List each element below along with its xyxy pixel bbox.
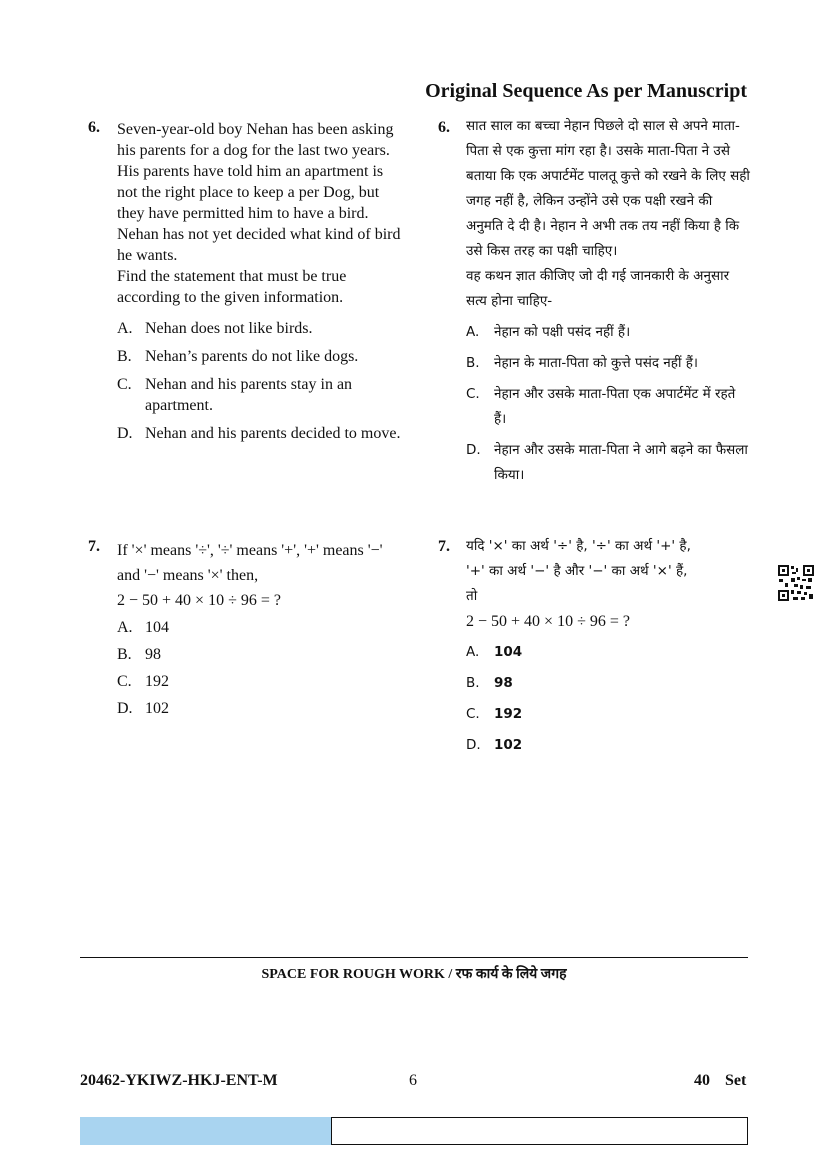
q7-en-option-d[interactable] [117,696,407,721]
option-label: A. [466,324,480,340]
q6-hi-prompt: वह कथन ज्ञात कीजिए जो दी गई जानकारी के अनुसार सत्य होना चाहिए- [466,268,730,309]
q7-hi-expression: 2 − 50 + 40 × 10 ÷ 96 = ? [466,613,630,630]
q6-en-option-a[interactable] [117,318,407,339]
option-label: C. [117,673,132,690]
option-text: नेहान के माता-पिता को कुत्ते पसंद नहीं हैं। [494,355,699,371]
option-label: B. [117,646,132,663]
q6-hi-number: 6. [438,119,450,136]
qr-code-icon [777,564,815,602]
option-text: नेहान और उसके माता-पिता ने आगे बढ़ने का फैसला किया। [494,442,748,483]
rough-work-label: SPACE FOR ROUGH WORK / रफ कार्य के लिये जगह [261,967,567,982]
page-number: 6 [409,1072,417,1089]
q6-en-block [117,119,407,444]
q6-hi-option-b[interactable] [466,351,750,376]
option-label: C. [466,386,480,402]
footer-box [331,1117,748,1145]
option-text: 98 [145,646,161,663]
q7-hi-line-2: '+' का अर्थ '−' है और '−' का अर्थ '×' हैं, [466,563,688,579]
q6-hi-option-c[interactable] [466,382,750,432]
option-text: 104 [494,644,523,660]
option-text: 192 [145,673,169,690]
q6-hi-option-d[interactable] [466,438,750,488]
q7-en-block [117,538,407,721]
q7-en-option-c[interactable] [117,669,407,694]
q7-hi-option-d[interactable] [466,733,756,758]
option-text: 102 [494,737,523,753]
q7-hi-option-b[interactable] [466,671,756,696]
option-text: 102 [145,700,169,717]
footer-code: 20462-YKIWZ-HKJ-ENT-M [80,1072,278,1089]
q6-en-prompt: Find the statement that must be true according to the given information. [117,268,347,306]
option-text: 192 [494,706,523,722]
option-text: Nehan’s parents do not like dogs. [145,348,359,365]
option-text: नेहान और उसके माता-पिता एक अपार्टमेंट में रहते हैं। [494,386,736,427]
q7-en-expression: 2 − 50 + 40 × 10 ÷ 96 = ? [117,592,281,609]
q6-en-option-c[interactable] [117,374,407,416]
option-label: C. [117,376,132,393]
option-label: C. [466,706,480,722]
set-label: Set [725,1072,747,1089]
footer-color-bar [80,1117,332,1145]
option-label: A. [117,320,133,337]
q6-hi-block [466,114,750,488]
option-text: नेहान को पक्षी पसंद नहीं हैं। [494,324,631,340]
option-label: B. [117,348,132,365]
option-label: D. [117,700,133,717]
q7-en-number: 7. [88,538,100,555]
q6-en-option-b[interactable] [117,346,407,367]
page-title: Original Sequence As per Manuscript [425,80,747,102]
option-label: A. [117,619,133,636]
q6-en-option-d[interactable] [117,423,407,444]
q6-hi-stem: सात साल का बच्चा नेहान पिछले दो साल से अपने माता-पिता से एक कुत्ता मांग रहा है। उसके माता-पिता ने उसे बताया कि एक अपार्टमेंट पालतू कुत्ते को रखने के लिए सही जगह नहीं है, लेकिन उन्होंने उसे एक पक्षी रखने की अनुमति दे दी है। नेहान ने अभी तक तय नहीं किया है कि उसे किस तरह का पक्षी चाहिए। [466,118,750,259]
option-text: Nehan does not like birds. [145,320,313,337]
option-text: Nehan and his parents decided to move. [145,425,401,442]
q7-hi-option-a[interactable] [466,640,756,665]
q7-hi-line-3: तो [466,588,478,604]
option-text: 104 [145,619,169,636]
q7-en-option-a[interactable] [117,615,407,640]
q7-hi-number: 7. [438,538,450,555]
q6-en-stem: Seven-year-old boy Nehan has been asking his parents for a dog for the last two years. His parents have told him an apartment is not the right place to keep a per Dog, but they have permitted him to have a bird. Nehan has not yet decided what kind of bird he wants. [117,121,401,264]
option-label: B. [466,355,480,371]
set-number: 40 [694,1072,710,1089]
q7-en-option-b[interactable] [117,642,407,667]
option-label: B. [466,675,480,691]
option-label: A. [466,644,480,660]
option-text: 98 [494,675,513,691]
q7-hi-option-c[interactable] [466,702,756,727]
q7-hi-line-1: यदि '×' का अर्थ '÷' है, '÷' का अर्थ '+' है, [466,538,691,554]
q6-hi-option-a[interactable] [466,320,750,345]
q6-en-number: 6. [88,119,100,136]
option-label: D. [117,425,133,442]
rough-work-divider [80,957,748,958]
option-text: Nehan and his parents stay in an apartment. [145,376,353,414]
q7-hi-block [466,534,756,758]
option-label: D. [466,737,481,753]
option-label: D. [466,442,481,458]
q7-en-stem: If '×' means '÷', '÷' means '+', '+' means '−' and '−' means '×' then, [117,542,383,584]
